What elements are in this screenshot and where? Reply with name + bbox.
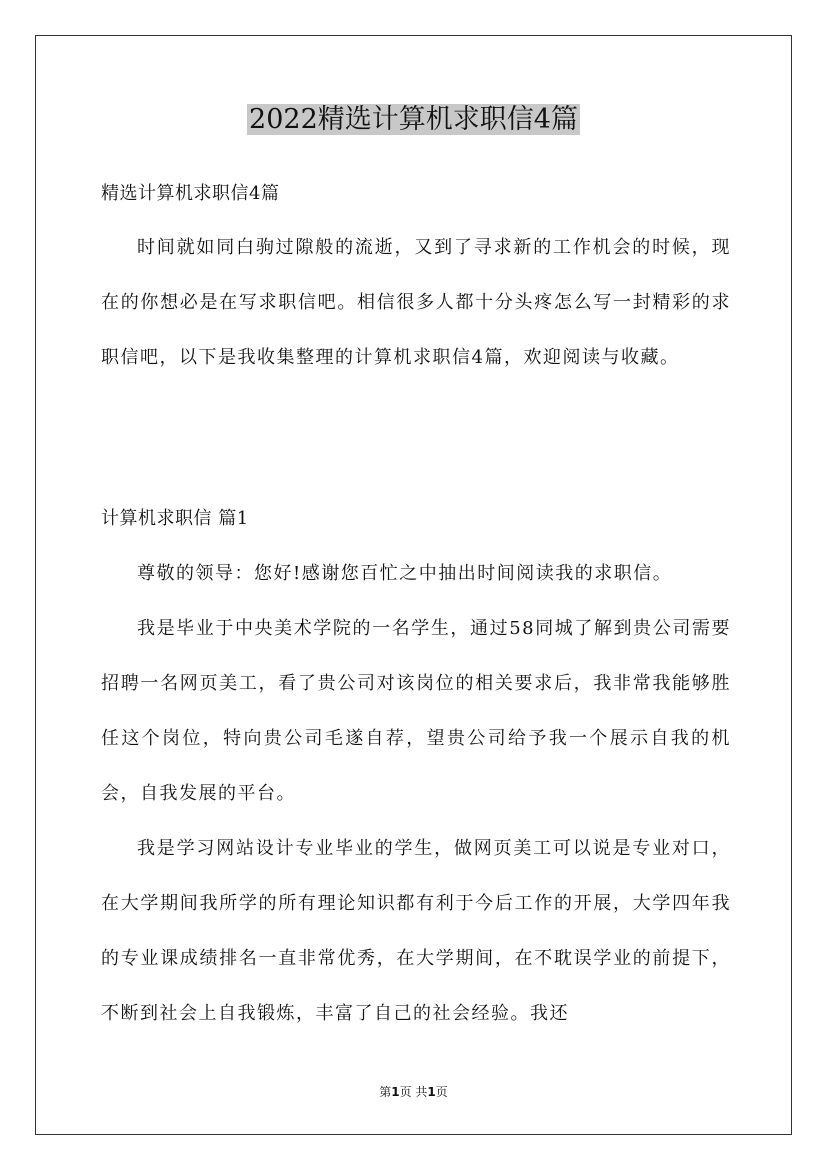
section-1-paragraph-2: 我是毕业于中央美术学院的一名学生，通过58同城了解到贵公司需要招聘一名网页美工，看了贵公司对该岗位的相关要求后，我非常我能够胜任这个岗位，特向贵公司毛遂自荐，望贵公司给予我一个展示自我的机会，自我发展的平台。 (101, 618, 731, 804)
footer-page-mid: 页 共 (399, 1085, 428, 1099)
section-1-paragraph-1: 尊敬的领导：您好!感谢您百忙之中抽出时间阅读我的求职信。 (137, 563, 673, 584)
document-title (0, 98, 827, 142)
document-title-text: 2022精选计算机求职信4篇 (249, 104, 578, 135)
section-1-body (101, 546, 731, 1041)
footer-page-current: 1 (391, 1085, 400, 1099)
section-1-paragraph-3: 我是学习网站设计专业毕业的学生，做网页美工可以说是专业对口，在大学期间我所学的所有理论知识都有利于今后工作的开展，大学四年我的专业课成绩排名一直非常优秀，在大学期间，在不耽误学业的前提下，不断到社会上自我锻炼，丰富了自己的社会经验。我还 (101, 838, 731, 1024)
footer-page-total: 1 (427, 1085, 436, 1099)
intro-section (101, 220, 731, 385)
section-heading: 计算机求职信 篇1 (101, 508, 249, 529)
intro-paragraph: 时间就如同白驹过隙般的流逝，又到了寻求新的工作机会的时候，现在的你想必是在写求职信吧。相信很多人都十分头疼怎么写一封精彩的求职信吧，以下是我收集整理的计算机求职信4篇，欢迎阅读与收藏。 (101, 237, 731, 368)
footer-page-prefix: 第 (379, 1085, 392, 1099)
document-subtitle: 精选计算机求职信4篇 (101, 183, 280, 204)
page-footer (0, 1083, 827, 1101)
footer-page-suffix: 页 (435, 1085, 448, 1099)
